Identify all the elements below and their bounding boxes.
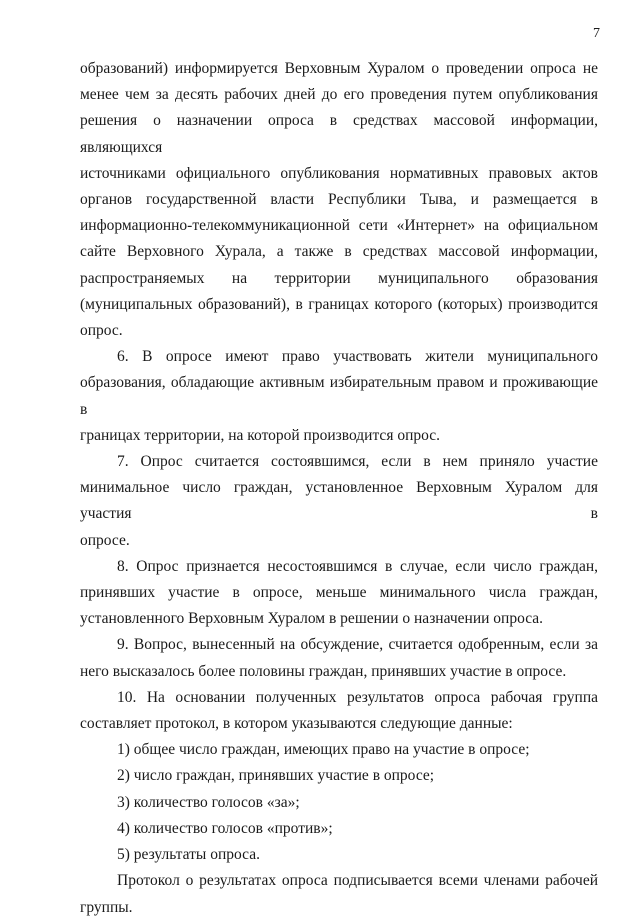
paragraph-line: принявших участие в опросе, меньше минимального числа граждан,	[80, 584, 598, 602]
paragraph-line: опрос.	[80, 322, 123, 340]
paragraph-line: опросе.	[80, 531, 130, 549]
list-item: 3) количество голосов «за»;	[117, 793, 300, 811]
page-number: 7	[593, 26, 600, 41]
document-body	[80, 56, 598, 921]
paragraph-line: (муниципальных образований), в границах которого (которых) производится	[80, 295, 598, 313]
paragraph-line: образований) информируется Верховным Хуралом о проведении опроса не	[80, 60, 598, 77]
list-item: 5) результаты опроса.	[117, 846, 260, 864]
paragraph-line: Протокол о результатах опроса подписывается всеми членами рабочей	[117, 872, 598, 890]
paragraph-line: источниками официального опубликования нормативных правовых актов	[80, 164, 598, 182]
list-item: 4) количество голосов «против»;	[117, 819, 333, 837]
paragraph-line: менее чем за десять рабочих дней до его проведения путем опубликования	[80, 86, 598, 104]
paragraph-line: минимальное число граждан, установленное Верховным Хуралом для участия в	[80, 479, 598, 523]
paragraph-line: границах территории, на которой производится опрос.	[80, 426, 441, 444]
paragraph-line: распространяемых на территории муниципального образования	[80, 269, 598, 287]
paragraph-line: него высказалось более половины граждан, принявших участие в опросе.	[80, 662, 567, 680]
paragraph-line: 10. На основании полученных результатов опроса рабочая группа	[117, 688, 598, 706]
paragraph-line: сайте Верховного Хурала, а также в средствах массовой информации,	[80, 243, 598, 261]
paragraph-line: 8. Опрос признается несостоявшимся в случае, если число граждан,	[117, 557, 598, 575]
list-item: 2) число граждан, принявших участие в опросе;	[117, 767, 435, 785]
paragraph-line: группы.	[80, 898, 133, 916]
paragraph-line: информационно-телекоммуникационной сети «Интернет» на официальном	[80, 217, 598, 235]
paragraph-line: 7. Опрос считается состоявшимся, если в нем приняло участие	[117, 453, 598, 471]
paragraph-line: установленного Верховным Хуралом в решении о назначении опроса.	[80, 610, 544, 628]
paragraph-line: 9. Вопрос, вынесенный на обсуждение, считается одобренным, если за	[117, 636, 598, 654]
paragraph-line: образования, обладающие активным избирательным правом и проживающие в	[80, 374, 598, 418]
paragraph-line: решения о назначении опроса в средствах массовой информации, являющихся	[80, 112, 598, 156]
paragraph-line: органов государственной власти Республики Тыва, и размещается в	[80, 191, 598, 209]
list-item: 1) общее число граждан, имеющих право на участие в опросе;	[117, 741, 530, 759]
paragraph-line: составляет протокол, в котором указываются следующие данные:	[80, 715, 513, 733]
paragraph-line: 6. В опросе имеют право участвовать жители муниципального	[117, 348, 598, 366]
